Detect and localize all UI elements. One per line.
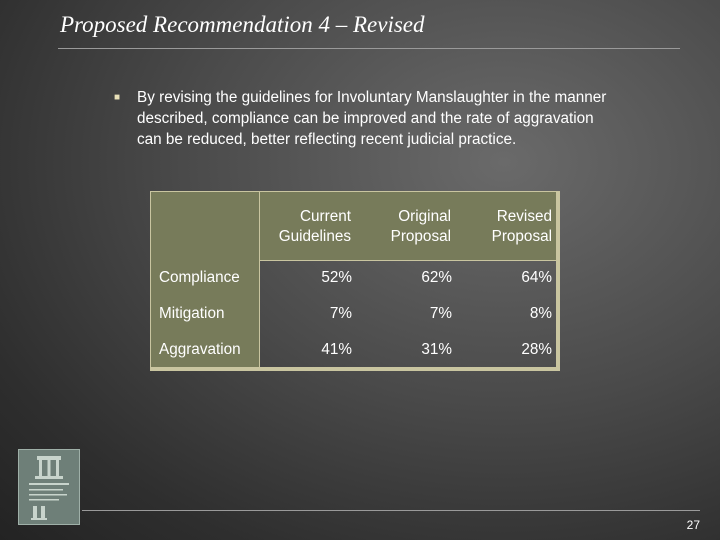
- commission-logo-icon: [18, 449, 80, 525]
- title-divider: [58, 48, 680, 49]
- row-label-aggravation: Aggravation: [159, 341, 241, 358]
- table-cell: 64%: [521, 269, 552, 286]
- column-header-current: Current Guidelines: [278, 208, 351, 245]
- table-cell: 7%: [329, 305, 352, 322]
- column-header-original: Original Proposal: [390, 208, 451, 245]
- column-header-revised: Revised Proposal: [491, 208, 552, 245]
- table-cell: 41%: [321, 341, 352, 358]
- footer-divider: [82, 510, 700, 511]
- slide-title: Proposed Recommendation 4 – Revised: [60, 12, 425, 37]
- table-cell: 62%: [421, 269, 452, 286]
- row-label-compliance: Compliance: [159, 269, 240, 286]
- table-cell: 52%: [321, 269, 352, 286]
- table-bottom-border: [150, 367, 560, 371]
- bullet-text: By revising the guidelines for Involuntary Manslaughter in the manner described, compliance can be improved and the rate of aggravation can be reduced, better reflecting recent judicial practice.: [137, 89, 607, 148]
- table-cell: 7%: [429, 305, 452, 322]
- table-cell: 31%: [421, 341, 452, 358]
- results-table: [150, 191, 560, 371]
- table-right-border: [556, 191, 560, 371]
- table-cell: 28%: [521, 341, 552, 358]
- row-label-mitigation: Mitigation: [159, 305, 225, 322]
- table-cell: 8%: [529, 305, 552, 322]
- page-number: 27: [686, 518, 700, 532]
- square-bullet-icon: ■: [113, 92, 121, 103]
